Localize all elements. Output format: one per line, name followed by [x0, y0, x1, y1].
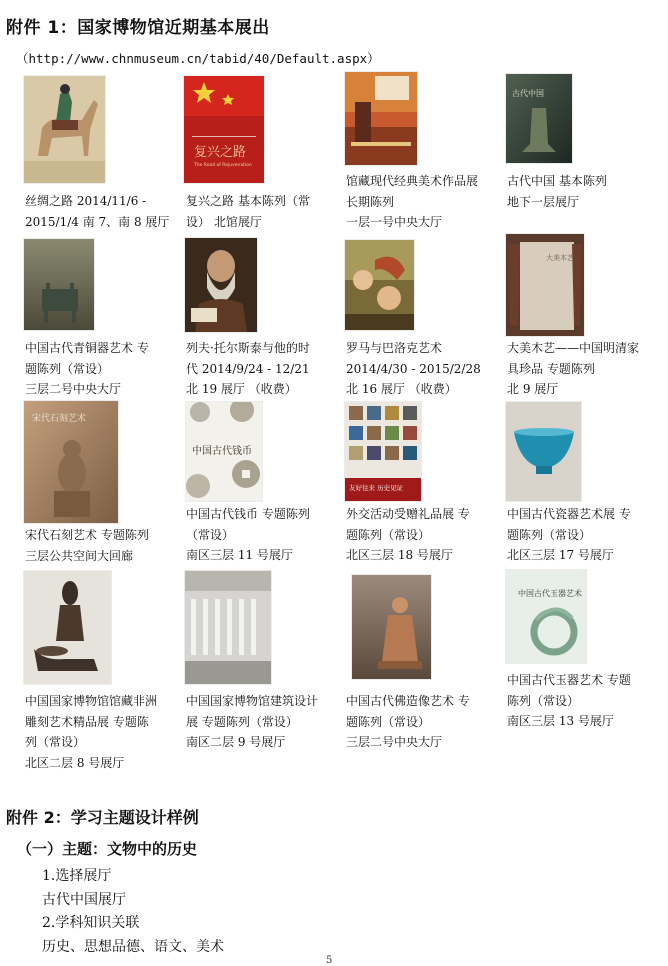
annex2-title: 附件 2：学习主题设计样例	[6, 808, 199, 827]
poster-title-text: 复兴之路	[194, 145, 247, 160]
annex2-subtitle: （一）主题：文物中的历史	[17, 840, 198, 858]
diplomatic-gifts-poster	[345, 402, 421, 501]
exhibit-caption: 中国古代钱币 专题陈列 （常设） 南区三层 11 号展厅	[186, 507, 310, 562]
poster-title-text: 古代中国	[512, 89, 544, 98]
exhibit-caption: 外交活动受赠礼品展 专 题陈列（常设） 北区三层 18 号展厅	[346, 507, 470, 562]
poster-title-text: 宋代石刻艺术	[32, 414, 87, 424]
african-sculpture-image	[24, 571, 111, 684]
exhibit-caption: 中国古代玉器艺术 专题 陈列（常设） 南区三层 13 号展厅	[507, 673, 631, 728]
poster-title-text: 中国古代钱币	[192, 446, 252, 457]
source-url[interactable]: （http://www.chnmuseum.cn/tabid/40/Default.aspx）	[16, 51, 380, 66]
porcelain-bowl-image	[506, 402, 581, 501]
song-stone-carving-poster	[24, 401, 118, 523]
poster-title-text: 中国古代玉器艺术	[518, 589, 582, 598]
baroque-painting-image	[345, 240, 414, 330]
exhibit-caption: 复兴之路 基本陈列（常 设） 北馆展厅	[186, 194, 310, 229]
ancient-coins-poster	[186, 402, 262, 501]
exhibit-caption: 宋代石刻艺术 专题陈列 三层公共空间大回廊	[25, 528, 149, 563]
poster-subtitle-text: The Road of Rejuvenation	[194, 163, 252, 168]
road-of-rejuvenation-poster	[184, 76, 264, 183]
camel-figurine-image	[24, 76, 105, 183]
section-heading: 2.学科知识关联	[42, 915, 140, 931]
exhibit-caption: 中国古代佛造像艺术 专 题陈列（常设） 三层二号中央大厅	[346, 694, 470, 749]
body-text: 历史、思想品德、语文、美术	[42, 939, 224, 955]
section-heading: 1.选择展厅	[42, 868, 112, 884]
body-text: 古代中国展厅	[42, 892, 126, 908]
exhibit-caption: 丝绸之路 2014/11/6 - 2015/1/4 南 7、南 8 展厅	[25, 194, 170, 229]
poster-title-text: 友好往来 历史见证	[349, 484, 404, 492]
museum-architecture-image	[185, 571, 271, 684]
exhibit-caption: 中国古代瓷器艺术展 专 题陈列（常设） 北区三层 17 号展厅	[507, 507, 631, 562]
exhibit-caption: 中国古代青铜器艺术 专 题陈列（常设） 三层二号中央大厅	[25, 341, 149, 396]
exhibit-caption: 大美木艺——中国明清家 具珍品 专题陈列 北 9 展厅	[507, 341, 640, 396]
exhibit-caption: 罗马与巴洛克艺术 2014/4/30 - 2015/2/28 北 16 展厅 （收费）	[346, 341, 481, 396]
page-number: 5	[326, 955, 333, 966]
exhibit-caption: 列夫·托尔斯泰与他的时 代 2014/9/24 - 12/21 北 19 展厅 （收费）	[186, 341, 310, 396]
jade-art-poster	[506, 570, 586, 663]
bronze-art-poster	[24, 239, 94, 330]
exhibit-caption: 古代中国 基本陈列 地下一层展厅	[507, 174, 607, 209]
annex1-title: 附件 1：国家博物馆近期基本展出	[6, 18, 270, 38]
modern-art-poster	[345, 72, 417, 165]
tolstoy-portrait-image	[185, 238, 257, 332]
exhibit-caption: 馆藏现代经典美术作品展 长期陈列 一层一号中央大厅	[346, 174, 479, 229]
exhibit-caption: 中国国家博物馆建筑设计 展 专题陈列（常设） 南区二层 9 号展厅	[186, 694, 319, 749]
poster-title-text: 大美木艺	[546, 254, 574, 262]
ancient-china-poster	[506, 74, 572, 163]
ming-qing-furniture-poster	[506, 234, 584, 336]
buddhist-statue-poster	[352, 575, 431, 679]
exhibit-caption: 中国国家博物馆馆藏非洲 雕刻艺术精品展 专题陈 列（常设） 北区二层 8 号展厅	[25, 694, 158, 770]
